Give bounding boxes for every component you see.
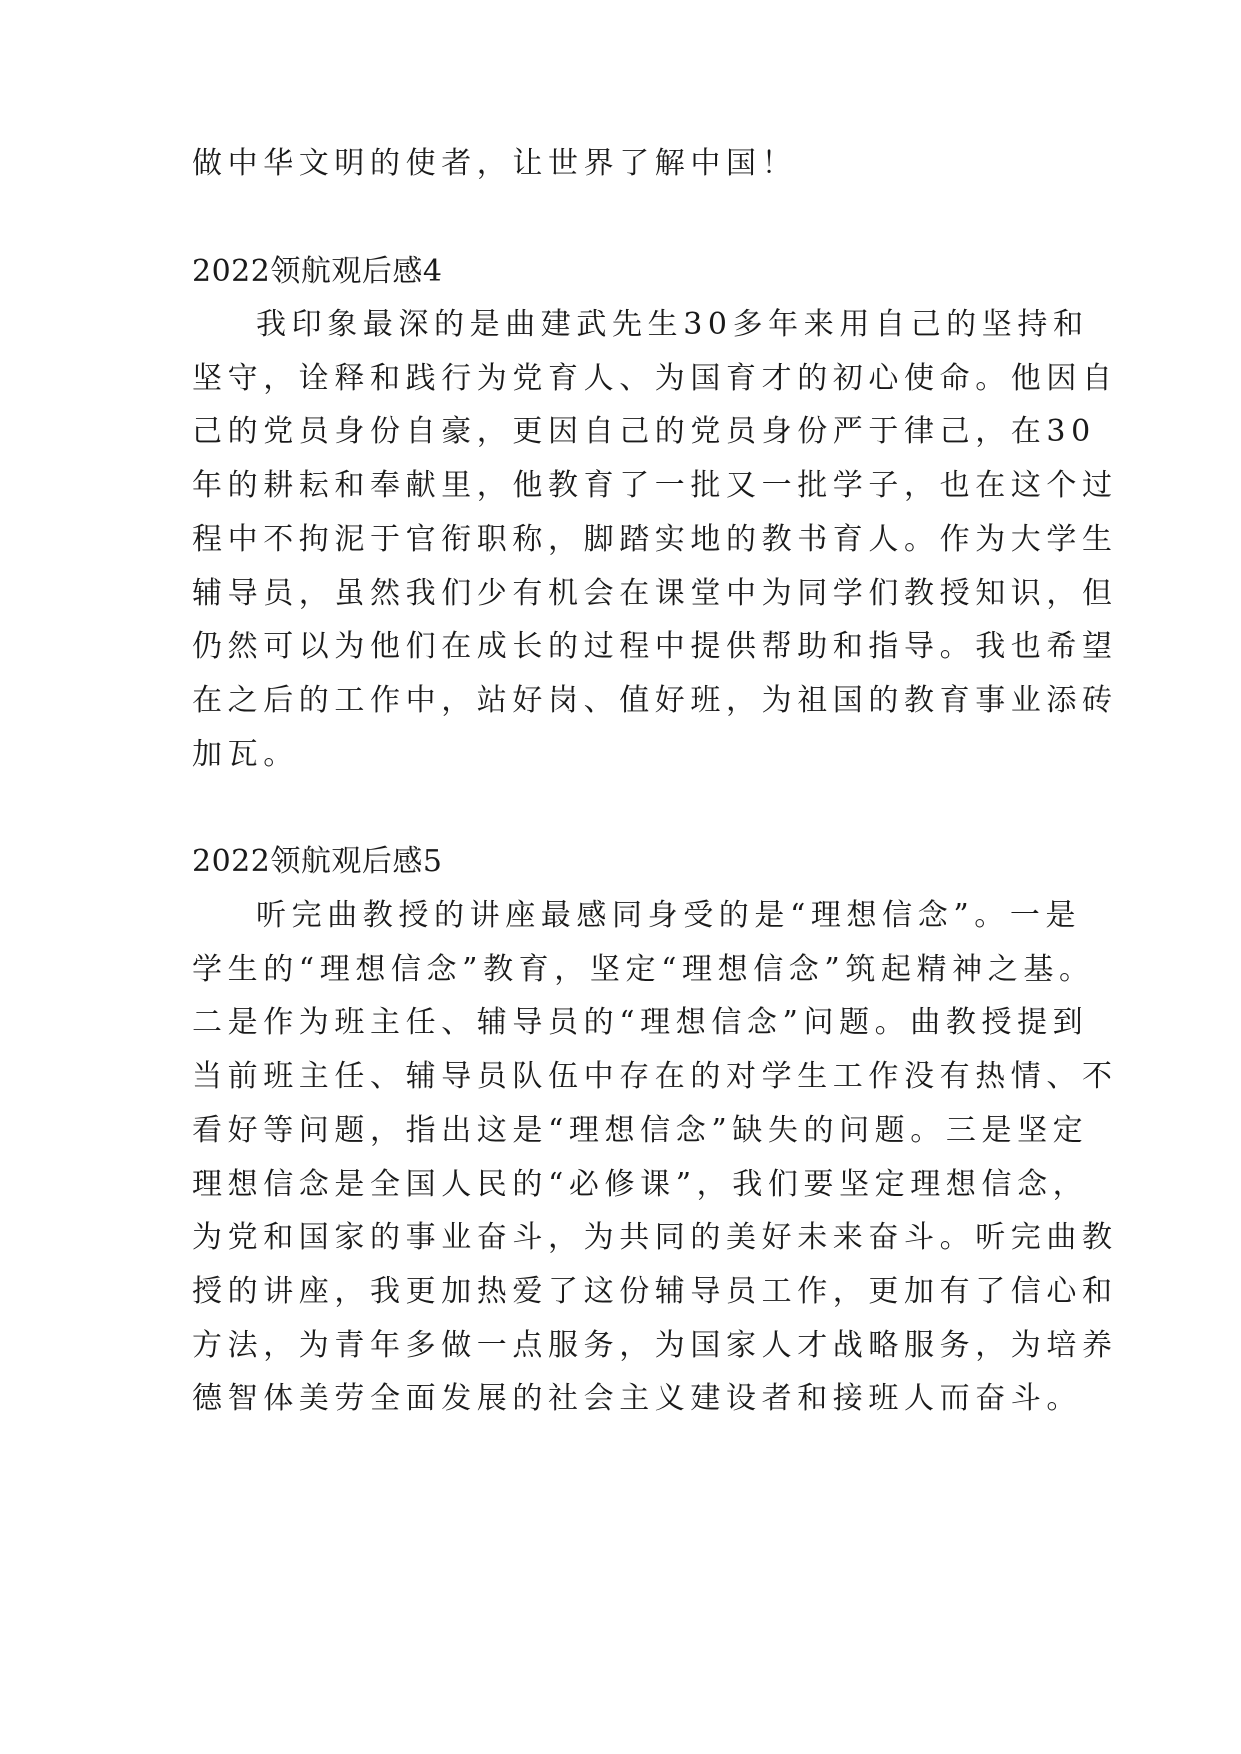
paragraph-line: 年的耕耘和奉献里，他教育了一批又一批学子，也在这个过 [192, 468, 1118, 503]
paragraph-line: 理想信念是全国人民的“必修课”，我们要坚定理想信念， [192, 1167, 1089, 1202]
paragraph-line: 二是作为班主任、辅导员的“理想信念”问题。曲教授提到 [192, 1005, 1089, 1040]
paragraph-line: 德智体美劳全面发展的社会主义建设者和接班人而奋斗。 [192, 1381, 1082, 1416]
paragraph-line: 己的党员身份自豪，更因自己的党员身份严于律己，在30 [192, 414, 1096, 449]
paragraph-line: 我印象最深的是曲建武先生30多年来用自己的坚持和 [256, 307, 1089, 342]
paragraph-line: 当前班主任、辅导员队伍中存在的对学生工作没有热情、不 [192, 1059, 1118, 1094]
paragraph-line: 方法，为青年多做一点服务，为国家人才战略服务，为培养 [192, 1328, 1118, 1363]
section-heading: 2022领航观后感5 [192, 844, 443, 879]
paragraph-line: 授的讲座，我更加热爱了这份辅导员工作，更加有了信心和 [192, 1274, 1118, 1309]
paragraph-line: 为党和国家的事业奋斗，为共同的美好未来奋斗。听完曲教 [192, 1220, 1118, 1255]
paragraph-line: 听完曲教授的讲座最感同身受的是“理想信念”。一是 [256, 898, 1082, 933]
paragraph-line: 看好等问题，指出这是“理想信念”缺失的问题。三是坚定 [192, 1113, 1089, 1148]
paragraph-line: 加瓦。 [192, 737, 299, 772]
paragraph-line: 程中不拘泥于官衔职称，脚踏实地的教书育人。作为大学生 [192, 522, 1118, 557]
paragraph-line: 辅导员，虽然我们少有机会在课堂中为同学们教授知识，但 [192, 576, 1118, 611]
paragraph-line: 学生的“理想信念”教育，坚定“理想信念”筑起精神之基。 [192, 952, 1095, 987]
paragraph-line: 仍然可以为他们在成长的过程中提供帮助和指导。我也希望 [192, 629, 1118, 664]
paragraph-line: 在之后的工作中，站好岗、值好班，为祖国的教育事业添砖 [192, 683, 1118, 718]
continued-paragraph-line: 做中华文明的使者，让世界了解中国！ [192, 146, 798, 181]
section-heading: 2022领航观后感4 [192, 254, 443, 289]
paragraph-line: 坚守，诠释和践行为党育人、为国育才的初心使命。他因自 [192, 361, 1118, 396]
